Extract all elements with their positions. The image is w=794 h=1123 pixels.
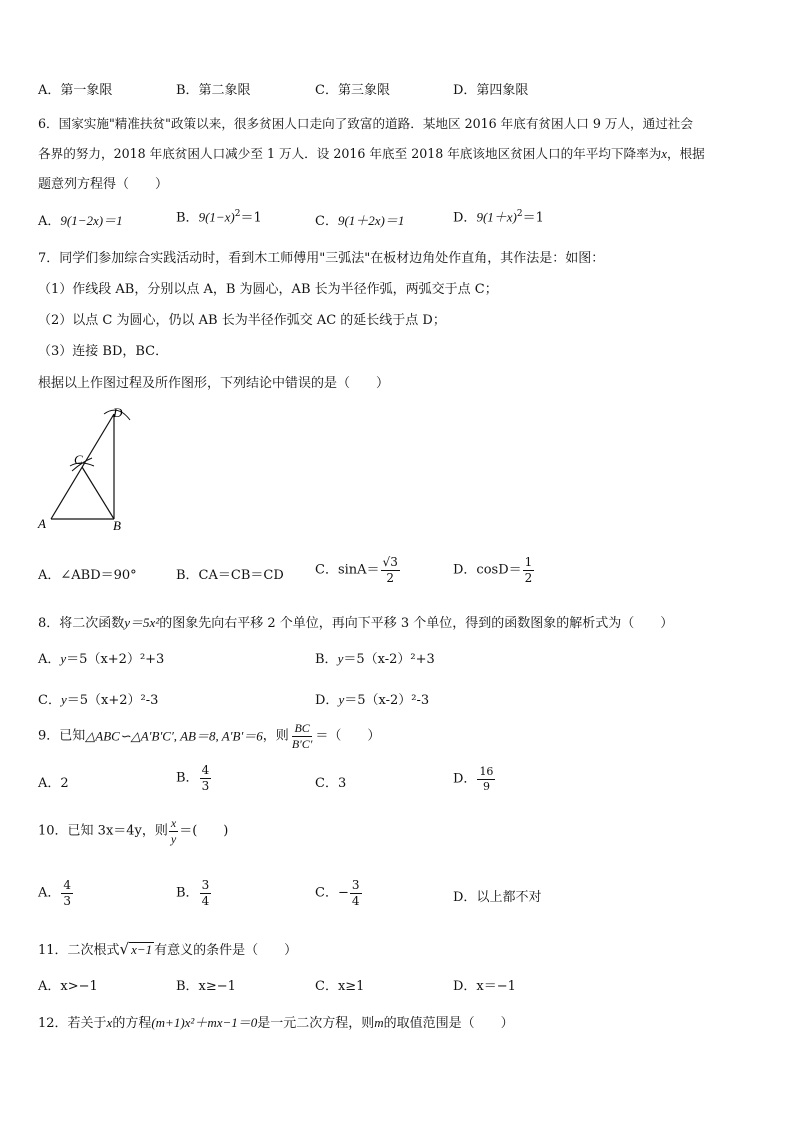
q11-option-a: A．x>−1 bbox=[38, 979, 98, 994]
q10-line: 10．已知 3x＝4y，则 $\frac{x}{y}$ ＝( ) bbox=[38, 816, 229, 846]
q7-step-2: （2）以点 C 为圆心，仍以 AB 长为半径作弧交 AC 的延长线于点 D； bbox=[38, 313, 446, 328]
q8-option-a: A．y＝5（x+2）²+3 bbox=[38, 651, 165, 667]
q10-option-c: C．− $\frac{3}{4}$ bbox=[315, 878, 360, 908]
q10-option-a: A． $\frac{4}{3}$ bbox=[38, 878, 72, 908]
q9-option-d: D． $\frac{16}{9}$ bbox=[453, 765, 494, 793]
q11-option-c: C．x≥1 bbox=[315, 979, 365, 994]
q6-option-c: C．9(1＋2x)＝1 bbox=[315, 213, 405, 229]
q6-line-1: 6．国家实施"精准扶贫"政策以来，很多贫困人口走向了致富的道路．某地区 2016 年底有贫困人口 9 万人，通过社会 bbox=[38, 116, 693, 131]
q7-step-1: （1）作线段 AB，分别以点 A，B 为圆心，AB 长为半径作弧，两弧交于点 C； bbox=[38, 282, 498, 297]
q6-option-d: D．$9(1+x)^2=1$ bbox=[453, 209, 544, 226]
q9-option-a: A．2 bbox=[38, 776, 69, 791]
q6-line-2: 各界的努力，2018 年底贫困人口减少至 1 万人．设 2016 年底至 2018 年底该地区贫困人口的年平均下降率为x，根据 bbox=[38, 146, 705, 161]
label-b: B bbox=[113, 518, 121, 533]
q7-option-d: D．cosD＝ $\frac{1}{2}$ bbox=[453, 555, 533, 585]
q6-option-a: A．9(1−2x)＝1 bbox=[38, 213, 123, 229]
q7-step-3: （3）连接 BD，BC． bbox=[38, 344, 169, 359]
q8-option-d: D．y＝5（x-2）²-3 bbox=[315, 692, 430, 708]
q7-option-a: A．∠ABD＝90° bbox=[38, 568, 137, 583]
q9-line: 9．已知△ABC∽△A′B′C′, AB＝8, A′B′＝6，则 $\frac{BC}{B'C'}$ ＝（ ） bbox=[38, 721, 381, 751]
q10-option-d: D．以上都不对 bbox=[453, 890, 542, 905]
q7-line-1: 7．同学们参加综合实践活动时，看到木工师傅用"三弧法"在板材边角处作直角，其作法是：如图： bbox=[38, 251, 605, 266]
q8-option-c: C．y＝5（x+2）²-3 bbox=[38, 692, 159, 708]
q10-option-b: B． $\frac{3}{4}$ bbox=[176, 878, 210, 908]
q6-option-b: B．$9(1-x)^2=1$ bbox=[176, 209, 262, 226]
label-d: D bbox=[113, 405, 123, 420]
q5-option-d: D．第四象限 bbox=[453, 83, 529, 98]
q5-option-a: A．第一象限 bbox=[38, 83, 113, 98]
label-c: C bbox=[74, 452, 83, 467]
q11-line: 11．二次根式√ x−1 有意义的条件是（ ） bbox=[38, 940, 298, 958]
q9-option-b: B． $\frac{4}{3}$ bbox=[176, 763, 210, 793]
q11-option-b: B．x≥−1 bbox=[176, 979, 236, 994]
q7-option-c: C．sinA＝ $\frac{√3}{2}$ bbox=[315, 555, 398, 585]
q6-line-3: 题意列方程得（ ） bbox=[38, 177, 169, 192]
q11-option-d: D．x＝−1 bbox=[453, 979, 516, 994]
q7-question: 根据以上作图过程及所作图形，下列结论中错误的是（ ） bbox=[38, 376, 390, 391]
label-a: A bbox=[38, 516, 46, 531]
q5-option-c: C．第三象限 bbox=[315, 83, 390, 98]
segment-bc bbox=[82, 467, 114, 519]
q8-line: 8．将二次函数y＝5x²的图象先向右平移 2 个单位，再向下平移 3 个单位，得到的函数图象的解析式为（ ） bbox=[38, 615, 674, 631]
q7-option-b: B．CA＝CB＝CD bbox=[176, 568, 284, 583]
q9-option-c: C．3 bbox=[315, 776, 347, 791]
q5-option-b: B．第二象限 bbox=[176, 83, 251, 98]
q8-option-b: B．y＝5（x-2）²+3 bbox=[315, 651, 435, 667]
q7-geometry-figure bbox=[34, 400, 144, 536]
q12-line: 12．若关于x的方程(m+1)x²＋mx−1＝0是一元二次方程，则m的取值范围是（ ） bbox=[38, 1015, 514, 1031]
